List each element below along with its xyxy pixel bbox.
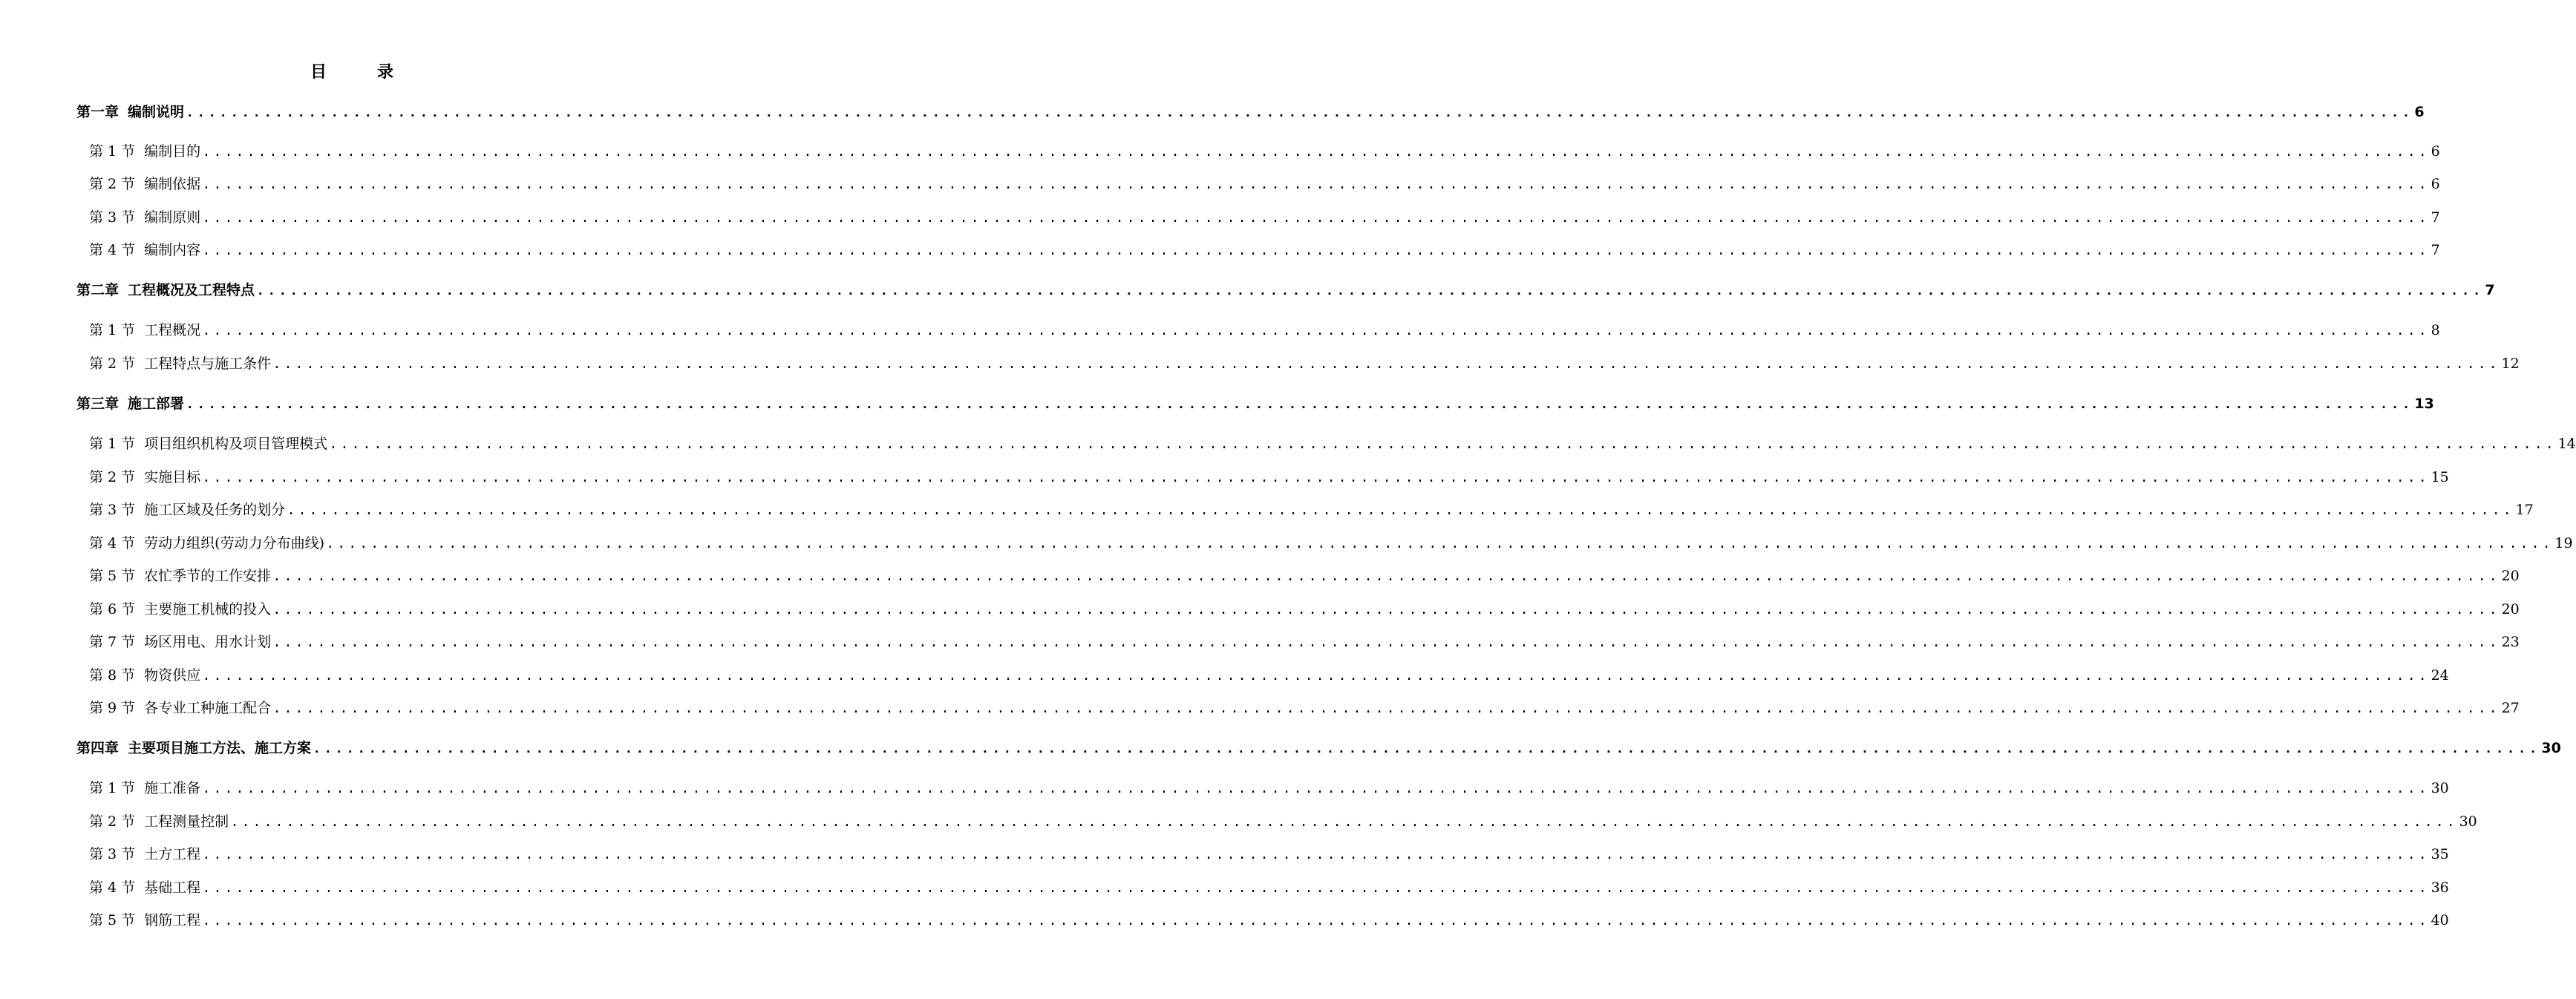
toc-entry-label <box>89 843 200 865</box>
toc-section-entry[interactable] <box>89 140 2440 163</box>
toc-entry-number: 第 4 节 <box>89 242 136 258</box>
toc-entry-number: 第 4 节 <box>89 535 136 551</box>
toc-entry-number: 第 3 节 <box>89 846 136 862</box>
toc-dot-leader: ........................................................................................................................................................................................................ <box>313 741 2540 757</box>
toc-page-number: 7 <box>2430 209 2440 226</box>
toc-entry-label <box>89 877 200 899</box>
toc-entry-label <box>89 598 271 620</box>
toc-section-entry[interactable] <box>89 697 2520 719</box>
toc-entry-label <box>76 279 255 301</box>
toc-page-number: 20 <box>2501 568 2520 584</box>
toc-dot-leader: ........................................................................................................................................................................................................ <box>202 177 2430 193</box>
toc-page-number: 27 <box>2501 700 2520 716</box>
toc-entry-number: 第 5 节 <box>89 568 136 584</box>
toc-entry-title: 工程概况 <box>144 322 201 338</box>
toc-entry-title: 工程概况及工程特点 <box>128 282 255 298</box>
toc-page-number: 30 <box>2541 740 2561 756</box>
toc-entry-number: 第 1 节 <box>89 143 136 160</box>
toc-entry-number: 第 3 节 <box>89 502 136 518</box>
toc-entry-number: 第 6 节 <box>89 601 136 618</box>
toc-section-entry[interactable] <box>89 173 2440 195</box>
toc-section-entry[interactable] <box>89 466 2449 488</box>
toc-dot-leader: ........................................................................................................................................................................................................ <box>256 283 2484 299</box>
toc-entry-label <box>89 140 200 163</box>
toc-entry-title: 编制说明 <box>128 104 185 120</box>
toc-section-entry[interactable] <box>89 909 2449 931</box>
toc-entry-label <box>89 499 285 521</box>
toc-entry-label <box>89 433 327 455</box>
toc-dot-leader: ........................................................................................................................................................................................................ <box>202 323 2430 339</box>
toc-page-number: 14 <box>2557 436 2576 452</box>
toc-entry-title: 编制依据 <box>144 176 201 192</box>
toc-section-entry[interactable] <box>89 877 2449 899</box>
toc-section-entry[interactable] <box>89 598 2520 620</box>
toc-dot-leader: ........................................................................................................................................................................................................ <box>186 396 2413 413</box>
toc-section-entry[interactable] <box>89 777 2449 799</box>
toc-dot-leader: ........................................................................................................................................................................................................ <box>329 436 2557 453</box>
toc-entry-number: 第 1 节 <box>89 322 136 338</box>
toc-entry-title: 基础工程 <box>144 880 201 896</box>
toc-section-entry[interactable] <box>89 631 2520 653</box>
toc-entry-title: 项目组织机构及项目管理模式 <box>144 436 328 452</box>
toc-section-entry[interactable] <box>89 239 2440 261</box>
toc-entry-number: 第 2 节 <box>89 813 136 830</box>
toc-entry-title: 编制目的 <box>144 143 201 160</box>
toc-section-entry[interactable] <box>89 433 2576 455</box>
toc-entry-title: 实施目标 <box>144 469 201 485</box>
toc-section-entry[interactable] <box>89 499 2534 521</box>
toc-section-entry[interactable] <box>89 664 2449 687</box>
toc-entry-title: 土方工程 <box>144 846 201 862</box>
toc-entry-title: 施工区域及任务的划分 <box>144 502 286 518</box>
toc-heading <box>0 59 705 82</box>
toc-entry-label <box>89 631 271 653</box>
toc-dot-leader: ........................................................................................................................................................................................................ <box>186 105 2413 121</box>
toc-entry-number: 第 9 节 <box>89 700 136 716</box>
toc-chapter-entry[interactable] <box>76 737 2561 759</box>
toc-entry-title: 农忙季节的工作安排 <box>144 568 272 584</box>
toc-entry-number: 第 5 节 <box>89 912 136 928</box>
toc-entry-label <box>76 737 311 759</box>
toc-page-number: 24 <box>2430 667 2449 684</box>
toc-page-number: 30 <box>2459 813 2477 830</box>
toc-page-number: 23 <box>2501 634 2520 650</box>
toc-heading-char-2: 录 <box>377 63 396 82</box>
toc-entry-label <box>89 173 200 195</box>
toc-heading-char-1: 目 <box>310 63 328 82</box>
toc-chapter-entry[interactable] <box>76 393 2434 415</box>
toc-entry-label <box>89 353 271 375</box>
toc-entry-label <box>89 777 200 799</box>
toc-page-number: 8 <box>2430 322 2440 338</box>
toc-dot-leader: ........................................................................................................................................................................................................ <box>326 536 2554 552</box>
toc-page-number: 20 <box>2501 601 2520 618</box>
toc-entry-label <box>89 206 200 229</box>
toc-chapter-entry[interactable] <box>76 279 2495 301</box>
toc-page-number: 15 <box>2430 469 2449 485</box>
toc-entry-title: 劳动力组织(劳动力分布曲线) <box>144 535 324 551</box>
toc-entry-number: 第 2 节 <box>89 356 136 372</box>
toc-page-number: 12 <box>2501 356 2520 372</box>
toc-entry-number: 第 3 节 <box>89 209 136 226</box>
toc-section-entry[interactable] <box>89 206 2440 229</box>
toc-entry-number: 第 8 节 <box>89 667 136 684</box>
toc-entry-number: 第 2 节 <box>89 176 136 192</box>
toc-dot-leader: ........................................................................................................................................................................................................ <box>202 668 2430 684</box>
toc-entry-title: 施工准备 <box>144 780 201 796</box>
toc-entry-title: 场区用电、用水计划 <box>144 634 272 650</box>
toc-dot-leader: ........................................................................................................................................................................................................ <box>230 814 2458 831</box>
toc-entry-number: 第二章 <box>76 282 120 298</box>
toc-section-entry[interactable] <box>89 319 2440 341</box>
toc-entry-title: 物资供应 <box>144 667 201 684</box>
toc-page-number: 6 <box>2430 143 2440 160</box>
toc-dot-leader: ........................................................................................................................................................................................................ <box>272 569 2500 585</box>
toc-entry-label <box>89 319 200 341</box>
toc-dot-leader: ........................................................................................................................................................................................................ <box>272 602 2500 618</box>
toc-entry-title: 主要项目施工方法、施工方案 <box>128 740 312 756</box>
toc-entry-label <box>89 697 271 719</box>
toc-section-entry[interactable] <box>89 810 2477 833</box>
toc-section-entry[interactable] <box>89 353 2520 375</box>
toc-entry-number: 第四章 <box>76 740 120 756</box>
toc-page-number: 6 <box>2430 176 2440 192</box>
toc-entry-number: 第一章 <box>76 104 120 120</box>
toc-page-number: 13 <box>2414 396 2434 412</box>
toc-dot-leader: ........................................................................................................................................................................................................ <box>272 701 2500 717</box>
toc-entry-title: 施工部署 <box>128 396 185 412</box>
toc-entry-label <box>89 664 200 687</box>
toc-dot-leader: ........................................................................................................................................................................................................ <box>202 781 2430 797</box>
toc-dot-leader: ........................................................................................................................................................................................................ <box>287 502 2514 519</box>
toc-entry-label <box>76 393 184 415</box>
toc-entry-number: 第 4 节 <box>89 880 136 896</box>
toc-page-number: 17 <box>2515 502 2534 518</box>
toc-entry-title: 编制原则 <box>144 209 201 226</box>
toc-dot-leader: ........................................................................................................................................................................................................ <box>202 144 2430 160</box>
toc-chapter-entry[interactable] <box>76 101 2425 123</box>
toc-entry-title: 编制内容 <box>144 242 201 258</box>
toc-entry-label <box>89 565 271 587</box>
toc-page-number: 35 <box>2430 846 2449 862</box>
toc-entry-number: 第 7 节 <box>89 634 136 650</box>
toc-page-number: 7 <box>2485 282 2495 298</box>
toc-entry-number: 第 1 节 <box>89 780 136 796</box>
toc-page-number: 7 <box>2430 242 2440 258</box>
toc-dot-leader: ........................................................................................................................................................................................................ <box>202 243 2430 259</box>
toc-entry-title: 各专业工种施工配合 <box>144 700 272 716</box>
toc-section-entry[interactable] <box>89 532 2573 554</box>
toc-page-number: 19 <box>2554 535 2573 551</box>
toc-entry-title: 钢筋工程 <box>144 912 201 928</box>
toc-section-entry[interactable] <box>89 565 2520 587</box>
toc-entry-title: 主要施工机械的投入 <box>144 601 272 618</box>
toc-entry-number: 第 1 节 <box>89 436 136 452</box>
toc-dot-leader: ........................................................................................................................................................................................................ <box>202 210 2430 226</box>
toc-entry-title: 工程特点与施工条件 <box>144 356 272 372</box>
toc-entry-label <box>89 810 229 833</box>
toc-entry-label <box>89 239 200 261</box>
toc-page-number: 36 <box>2430 880 2449 896</box>
toc-entry-label <box>89 909 200 931</box>
toc-section-entry[interactable] <box>89 843 2449 865</box>
toc-entry-title: 工程测量控制 <box>144 813 229 830</box>
toc-page-number: 6 <box>2414 104 2425 120</box>
toc-page-number: 30 <box>2430 780 2449 796</box>
toc-dot-leader: ........................................................................................................................................................................................................ <box>272 356 2500 373</box>
toc-entry-label <box>89 466 200 488</box>
toc-entry-number: 第三章 <box>76 396 120 412</box>
toc-dot-leader: ........................................................................................................................................................................................................ <box>202 847 2430 863</box>
toc-page-number: 40 <box>2430 912 2449 928</box>
toc-dot-leader: ........................................................................................................................................................................................................ <box>272 635 2500 651</box>
toc-entry-label <box>76 101 184 123</box>
toc-entry-label <box>89 532 324 554</box>
toc-dot-leader: ........................................................................................................................................................................................................ <box>202 880 2430 897</box>
toc-dot-leader: ........................................................................................................................................................................................................ <box>202 470 2430 486</box>
toc-entry-number: 第 2 节 <box>89 469 136 485</box>
toc-dot-leader: ........................................................................................................................................................................................................ <box>202 913 2430 929</box>
